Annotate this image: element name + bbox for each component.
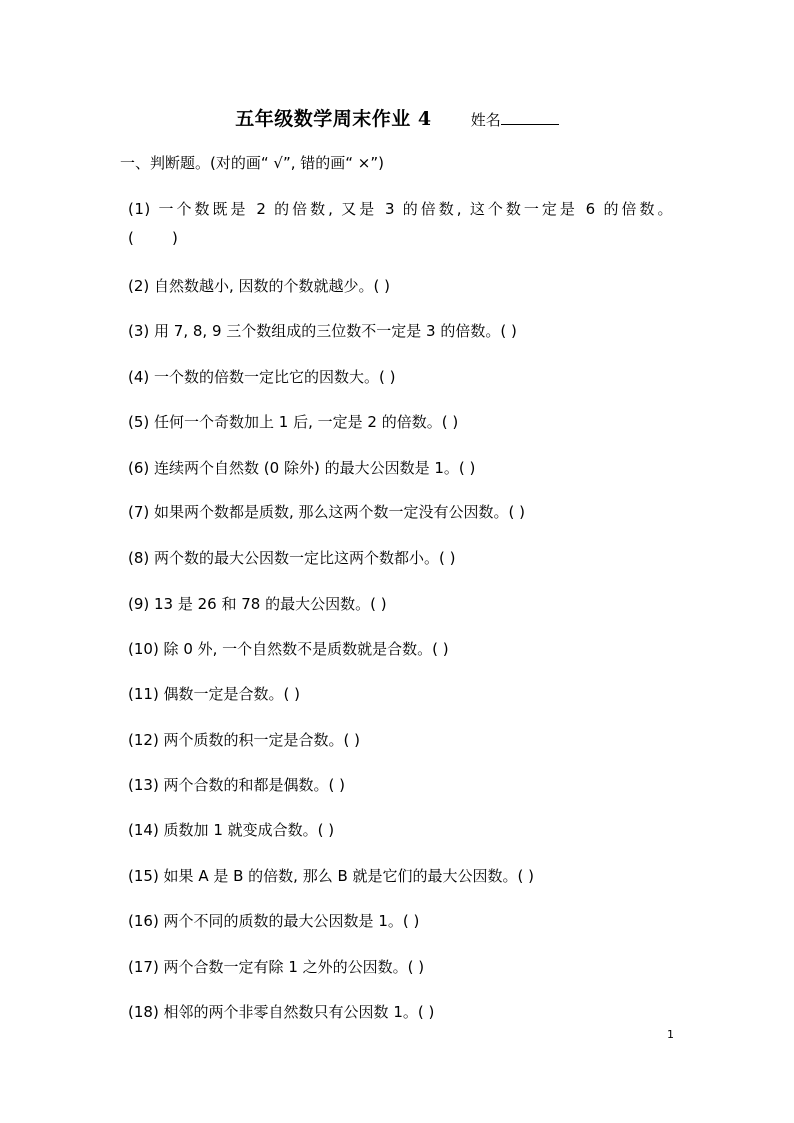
question-1-answer-blank: ( ) (128, 229, 178, 247)
question-16: (16) 两个不同的质数的最大公因数是 1。( ) (128, 912, 420, 930)
question-7: (7) 如果两个数都是质数, 那么这两个数一定没有公因数。( ) (128, 503, 526, 521)
name-label: 姓名 (470, 111, 501, 129)
question-17: (17) 两个合数一定有除 1 之外的公因数。( ) (128, 958, 425, 976)
question-6: (6) 连续两个自然数 (0 除外) 的最大公因数是 1。( ) (128, 459, 476, 477)
question-14: (14) 质数加 1 就变成合数。( ) (128, 821, 335, 839)
question-11: (11) 偶数一定是合数。( ) (128, 685, 301, 703)
name-blank (501, 110, 559, 125)
title-row (0, 104, 794, 131)
question-4: (4) 一个数的倍数一定比它的因数大。( ) (128, 368, 396, 386)
question-12: (12) 两个质数的积一定是合数。( ) (128, 731, 361, 749)
question-2: (2) 自然数越小, 因数的个数就越少。( ) (128, 277, 391, 295)
question-3: (3) 用 7, 8, 9 三个数组成的三位数不一定是 3 的倍数。( ) (128, 322, 517, 340)
question-1: (1) 一个数既是 2 的倍数, 又是 3 的倍数, 这个数一定是 6 的倍数。 (128, 200, 673, 218)
page-title: 五年级数学周末作业 4 (235, 108, 432, 130)
page-number: 1 (667, 1028, 674, 1041)
question-15: (15) 如果 A 是 B 的倍数, 那么 B 就是它们的最大公因数。( ) (128, 867, 535, 885)
section-heading: 一、判断题。(对的画“ √”, 错的画“ ×”) (120, 154, 384, 172)
question-18: (18) 相邻的两个非零自然数只有公因数 1。( ) (128, 1003, 435, 1021)
question-5: (5) 任何一个奇数加上 1 后, 一定是 2 的倍数。( ) (128, 413, 459, 431)
question-9: (9) 13 是 26 和 78 的最大公因数。( ) (128, 595, 387, 613)
question-13: (13) 两个合数的和都是偶数。( ) (128, 776, 346, 794)
question-10: (10) 除 0 外, 一个自然数不是质数就是合数。( ) (128, 640, 449, 658)
question-8: (8) 两个数的最大公因数一定比这两个数都小。( ) (128, 549, 456, 567)
